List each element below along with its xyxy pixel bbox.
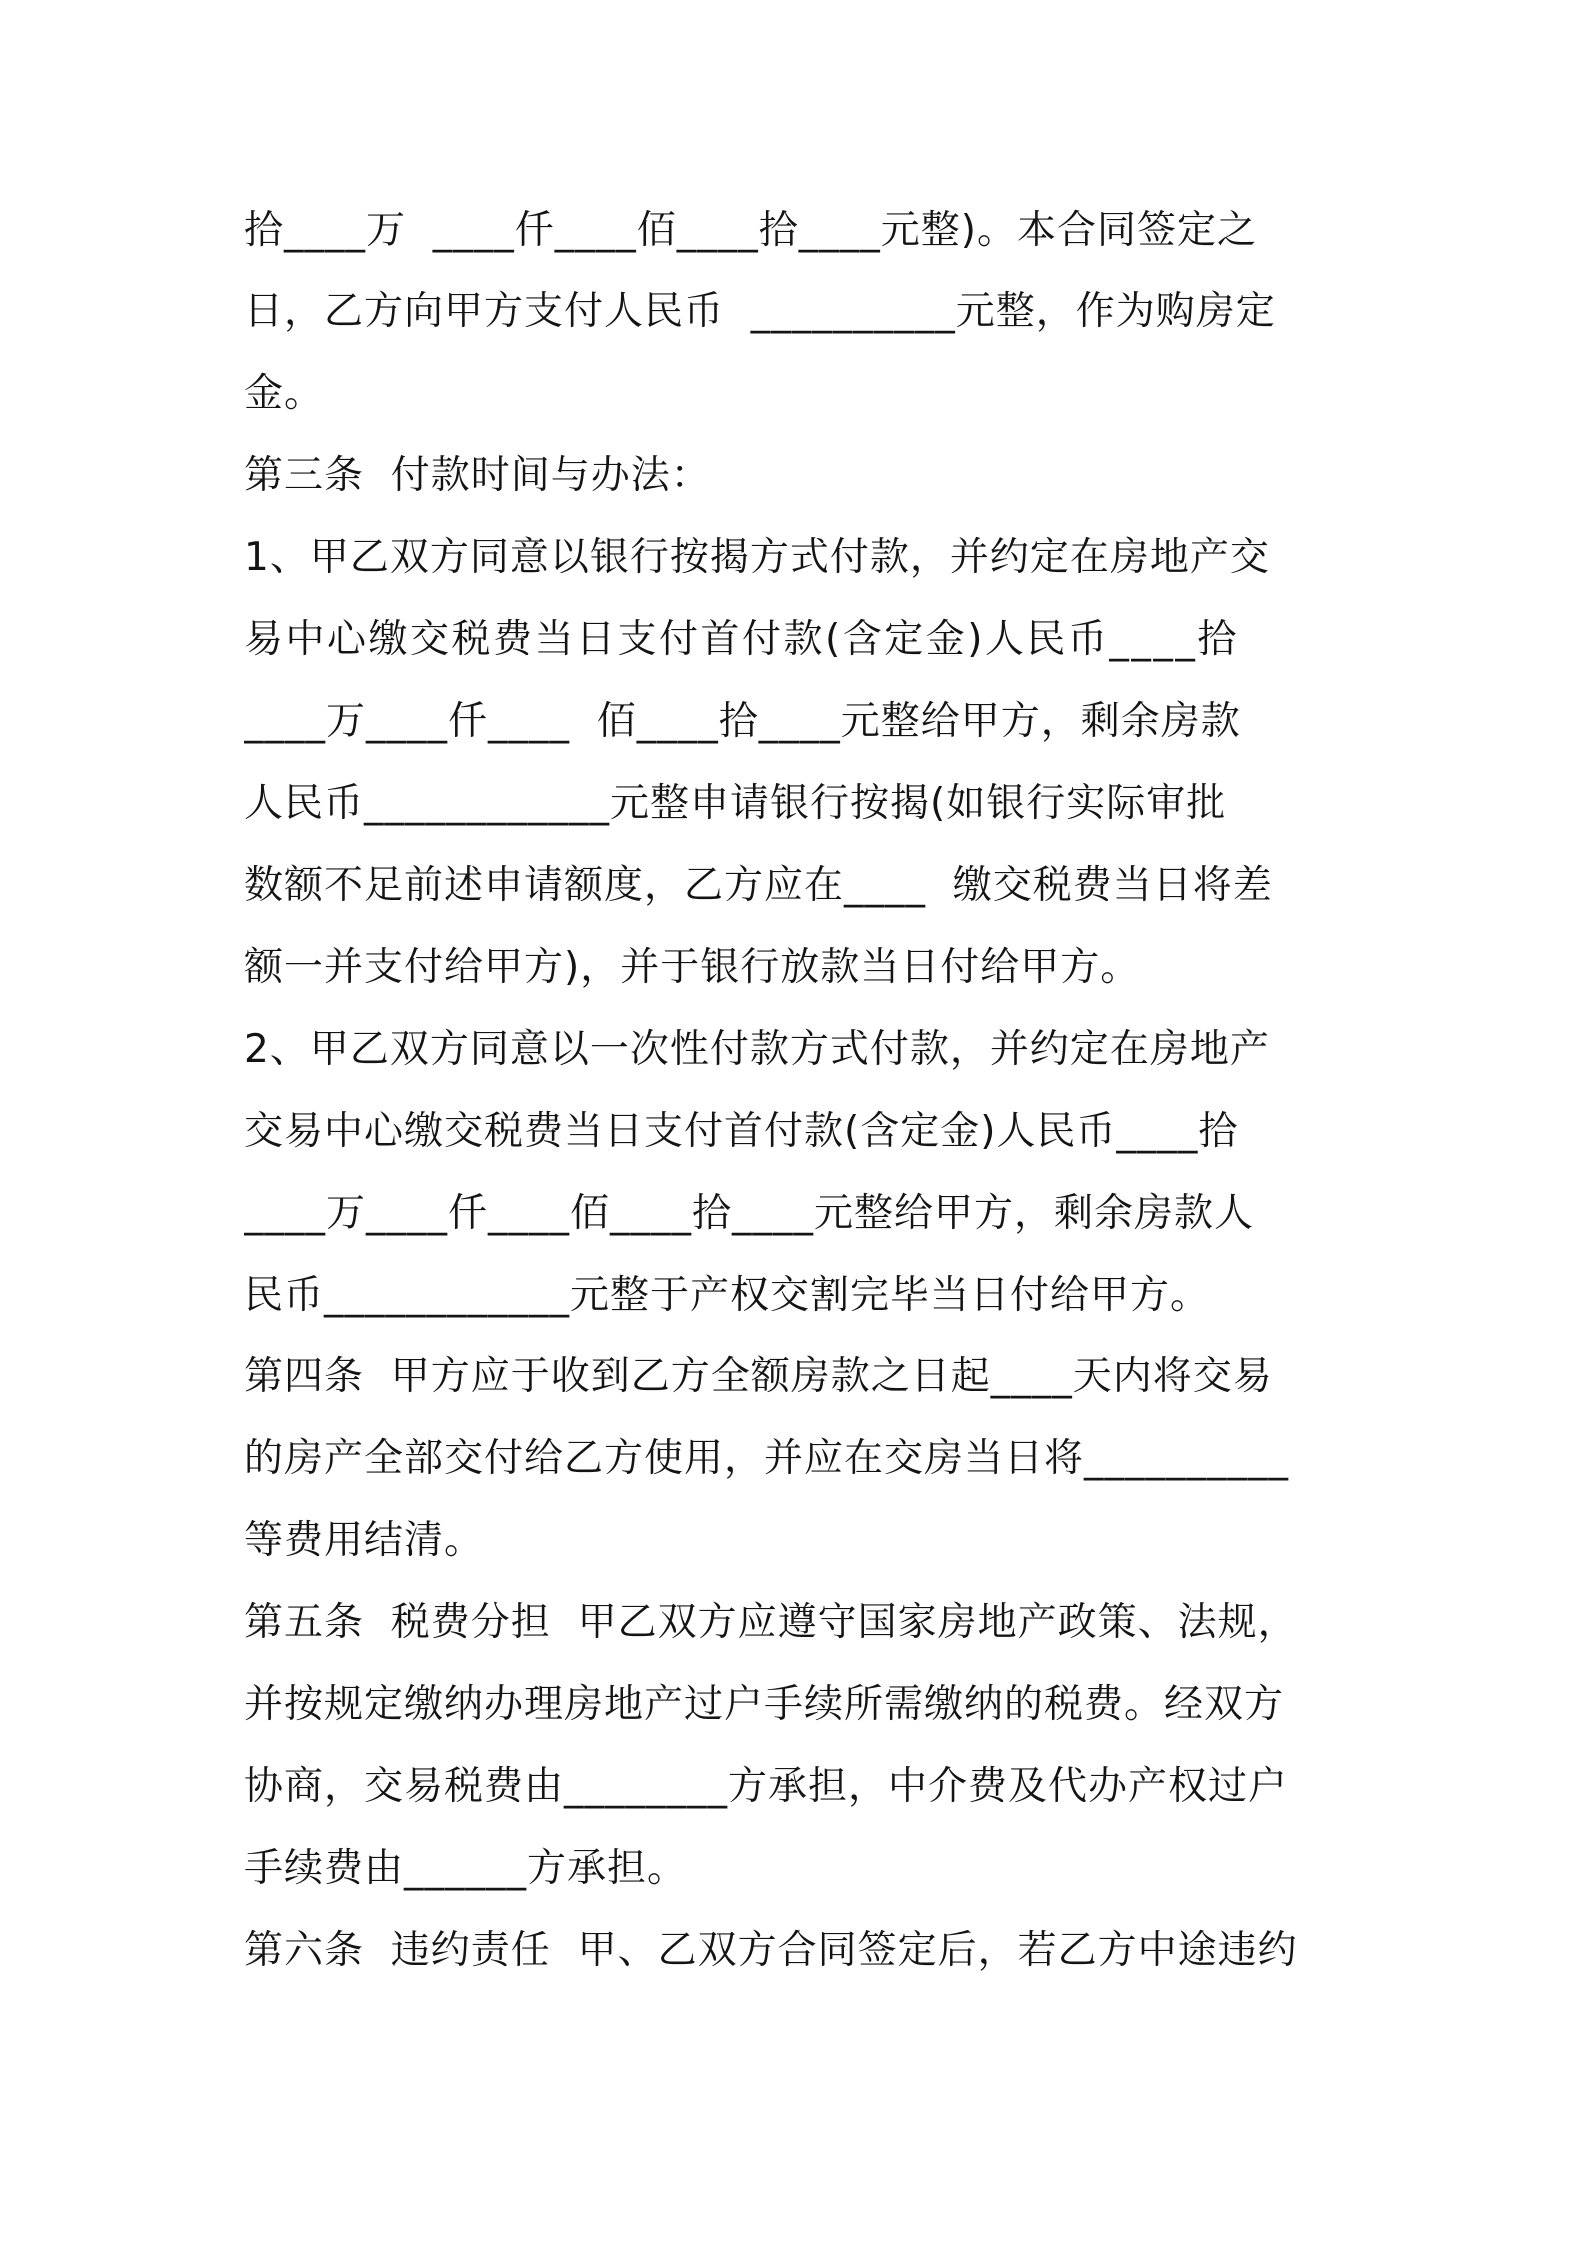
text-line: 拾____万 ____仟____佰____拾____元整)。本合同签定之 [244,208,1258,253]
article-heading: 第四条 甲方应于收到乙方全额房款之日起____天内将交易 [244,1354,1273,1399]
text-line: 1、甲乙双方同意以银行按揭方式付款，并约定在房地产交 [244,535,1270,580]
text-line: 的房产全部交付给乙方使用，并应在交房当日将__________ [244,1436,1290,1481]
text-line: 人民币____________元整申请银行按揭(如银行实际审批 [244,781,1227,826]
text-line: 额一并支付给甲方)，并于银行放款当日付给甲方。 [244,945,1141,990]
text-line: ____万____仟____ 佰____拾____元整给甲方，剩余房款 [244,699,1241,744]
text-line: 易中心缴交税费当日支付首付款(含定金)人民币____拾 [244,617,1239,662]
text-line: 民币____________元整于产权交割完毕当日付给甲方。 [244,1273,1211,1318]
text-line: 数额不足前述申请额度，乙方应在____ 缴交税费当日将差 [244,863,1273,908]
text-line: 协商，交易税费由________方承担，中介费及代办产权过户 [244,1764,1289,1809]
text-line: 手续费由______方承担。 [244,1846,688,1891]
text-line: 日，乙方向甲方支付人民币 __________元整，作为购房定 [244,289,1276,334]
text-line: 交易中心缴交税费当日支付首付款(含定金)人民币____拾 [244,1109,1239,1154]
text-line: 等费用结清。 [244,1518,485,1563]
text-line: 2、甲乙双方同意以一次性付款方式付款，并约定在房地产 [244,1027,1270,1072]
text-line: 并按规定缴纳办理房地产过户手续所需缴纳的税费。经双方 [244,1682,1285,1727]
article-heading: 第六条 违约责任 甲、乙双方合同签定后，若乙方中途违约 [244,1928,1298,1973]
article-heading: 第五条 税费分担 甲乙双方应遵守国家房地产政策、法规， [244,1600,1298,1645]
text-line: ____万____仟____佰____拾____元整给甲方，剩余房款人 [244,1191,1255,1236]
text-line: 金。 [244,371,325,416]
article-heading: 第三条 付款时间与办法： [244,453,711,498]
